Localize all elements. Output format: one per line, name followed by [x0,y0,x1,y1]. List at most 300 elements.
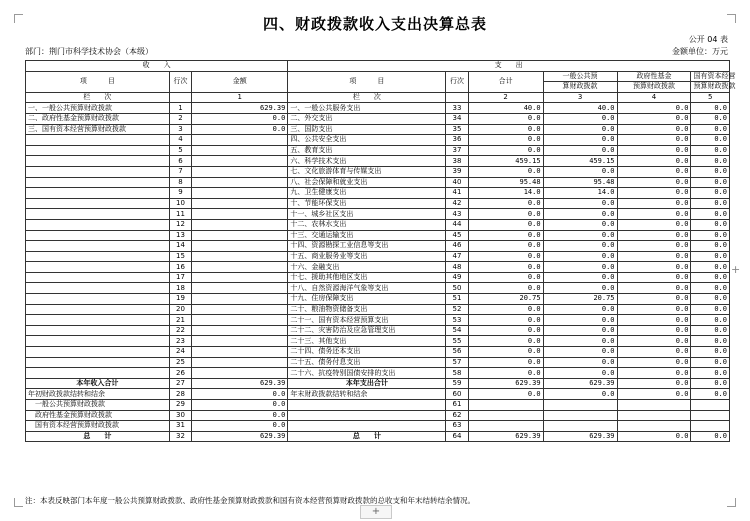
state-capital-amount: 0.0 [691,135,730,146]
expense-total: 459.15 [468,156,543,167]
table-row [26,177,730,188]
income-line: 28 [169,389,191,400]
expense-line: 43 [446,209,468,220]
state-capital-amount: 0.0 [691,357,730,368]
state-capital-amount: 0.0 [691,198,730,209]
general-public-amount: 0.0 [543,198,617,209]
general-public-amount: 0.0 [543,219,617,230]
income-item [26,177,170,188]
gov-fund-amount: 0.0 [617,145,691,156]
income-item [26,241,170,252]
income-amount [192,304,288,315]
expense-item: 十四、资源勘探工业信息等支出 [288,241,446,252]
table-row [26,336,730,347]
income-item: 国有资本经营预算财政拨款 [26,421,170,432]
income-item [26,262,170,273]
expense-total: 0.0 [468,304,543,315]
income-line: 4 [169,135,191,146]
income-amount [192,283,288,294]
expense-total: 0.0 [468,347,543,358]
general-public-amount: 629.39 [543,378,617,389]
expense-line: 34 [446,113,468,124]
expense-line: 45 [446,230,468,241]
income-item [26,145,170,156]
income-amount [192,325,288,336]
general-public-amount: 459.15 [543,156,617,167]
table-row [26,219,730,230]
general-public-amount: 0.0 [543,347,617,358]
income-sum-label: 本年收入合计 [26,378,170,389]
gov-fund-header-2: 预算财政拨款 [617,82,691,93]
income-amount [192,188,288,199]
expense-item: 十、节能环保支出 [288,198,446,209]
footnote: 注：本表反映部门本年度一般公共预算财政拨款、政府性基金预算财政拨款和国有资本经营预算财政拨款的总收支和年末结转结余情况。 [25,496,475,505]
expense-line: 55 [446,336,468,347]
income-item [26,283,170,294]
income-amount: 0.0 [192,400,288,411]
gov-fund-amount: 0.0 [617,294,691,305]
expense-item: 四、公共安全支出 [288,135,446,146]
expense-line: 48 [446,262,468,273]
income-item [26,315,170,326]
state-capital-amount: 0.0 [691,166,730,177]
income-item: 二、政府性基金预算财政拨款 [26,113,170,124]
gov-fund-amount: 0.0 [617,103,691,114]
gov-fund-amount: 0.0 [617,188,691,199]
expense-line: 64 [446,431,468,442]
expense-item: 二十一、国有资本经营预算支出 [288,315,446,326]
expense-item: 二十六、抗疫特别国债安排的支出 [288,368,446,379]
income-item: 政府性基金预算财政拨款 [26,410,170,421]
gov-fund-amount: 0.0 [617,135,691,146]
state-capital-header-1: 国有资本经营 [691,71,730,82]
income-line: 8 [169,177,191,188]
state-capital-amount [691,421,730,432]
general-public-amount: 0.0 [543,262,617,273]
income-amount [192,336,288,347]
expense-item: 二十三、其他支出 [288,336,446,347]
expense-item [288,410,446,421]
income-item [26,209,170,220]
general-public-amount: 0.0 [543,325,617,336]
expense-total: 0.0 [468,166,543,177]
income-item: 年初财政拨款结转和结余 [26,389,170,400]
income-line: 2 [169,113,191,124]
table-row [26,325,730,336]
general-public-amount: 0.0 [543,368,617,379]
income-item [26,251,170,262]
table-row [26,209,730,220]
state-capital-amount: 0.0 [691,241,730,252]
expense-line: 47 [446,251,468,262]
income-amount: 629.39 [192,431,288,442]
state-capital-amount: 0.0 [691,378,730,389]
income-amount-header: 金额 [192,71,288,92]
state-capital-amount: 0.0 [691,251,730,262]
income-item [26,368,170,379]
expense-line: 42 [446,198,468,209]
income-header: 收 入 [26,61,288,72]
gov-fund-amount: 0.0 [617,336,691,347]
gov-fund-amount: 0.0 [617,198,691,209]
expense-item-header: 项 目 [288,71,446,92]
general-public-amount [543,410,617,421]
income-line: 31 [169,421,191,432]
gov-fund-amount: 0.0 [617,304,691,315]
col-number-3: 3 [543,92,617,103]
expense-item: 二十二、灾害防治及应急管理支出 [288,325,446,336]
income-amount [192,357,288,368]
expense-total: 0.0 [468,124,543,135]
income-amount [192,219,288,230]
state-capital-amount: 0.0 [691,145,730,156]
income-item-header: 项 目 [26,71,170,92]
income-line: 25 [169,357,191,368]
gov-fund-amount: 0.0 [617,378,691,389]
income-item [26,188,170,199]
state-capital-amount: 0.0 [691,188,730,199]
general-public-amount: 0.0 [543,315,617,326]
income-line: 13 [169,230,191,241]
expense-total: 0.0 [468,209,543,220]
expense-item: 二十五、债务付息支出 [288,357,446,368]
carry-row [26,389,730,400]
expense-item: 九、卫生健康支出 [288,188,446,199]
table-row [26,272,730,283]
income-amount: 0.0 [192,410,288,421]
table-row [26,294,730,305]
income-amount: 0.0 [192,113,288,124]
expense-total: 14.0 [468,188,543,199]
income-line: 5 [169,145,191,156]
expense-line: 60 [446,389,468,400]
state-capital-amount: 0.0 [691,431,730,442]
general-public-amount: 0.0 [543,230,617,241]
gov-fund-amount: 0.0 [617,272,691,283]
general-public-amount: 0.0 [543,357,617,368]
gov-fund-amount: 0.0 [617,230,691,241]
general-public-amount: 0.0 [543,283,617,294]
income-item [26,198,170,209]
income-item [26,166,170,177]
state-capital-amount: 0.0 [691,156,730,167]
income-item: 一、一般公共预算财政拨款 [26,103,170,114]
expense-total [468,421,543,432]
expense-total: 0.0 [468,357,543,368]
expense-line: 36 [446,135,468,146]
expense-line: 51 [446,294,468,305]
income-line: 17 [169,272,191,283]
expense-item: 十七、援助其他地区支出 [288,272,446,283]
form-code: 公开 04 表 [688,35,728,44]
expense-item: 十二、农林水支出 [288,219,446,230]
income-line: 12 [169,219,191,230]
expense-total: 0.0 [468,113,543,124]
state-capital-amount: 0.0 [691,315,730,326]
gov-fund-amount: 0.0 [617,166,691,177]
general-public-amount: 0.0 [543,135,617,146]
expense-line: 44 [446,219,468,230]
page-title: 四、财政拨款收入支出决算总表 [262,15,487,33]
income-line: 22 [169,325,191,336]
income-amount [192,230,288,241]
income-line: 15 [169,251,191,262]
state-capital-amount: 0.0 [691,368,730,379]
expense-line: 35 [446,124,468,135]
grand-total-row [26,431,730,442]
state-capital-amount: 0.0 [691,294,730,305]
expense-sum-label: 本年支出合计 [288,378,446,389]
general-public-amount [543,400,617,411]
gov-fund-amount: 0.0 [617,315,691,326]
expense-item: 五、教育支出 [288,145,446,156]
col-number-1: 1 [192,92,288,103]
income-amount: 0.0 [192,124,288,135]
gov-fund-amount: 0.0 [617,431,691,442]
general-public-amount: 0.0 [543,336,617,347]
income-line: 7 [169,166,191,177]
expense-total: 0.0 [468,251,543,262]
income-amount: 629.39 [192,378,288,389]
expense-total: 0.0 [468,272,543,283]
expense-line: 50 [446,283,468,294]
expense-total [468,400,543,411]
table-row [26,357,730,368]
income-amount [192,251,288,262]
table-row [26,304,730,315]
expense-line: 61 [446,400,468,411]
state-capital-amount: 0.0 [691,304,730,315]
expense-total: 0.0 [468,219,543,230]
general-public-amount [543,421,617,432]
income-amount [192,294,288,305]
income-line: 1 [169,103,191,114]
general-public-amount: 14.0 [543,188,617,199]
state-capital-amount: 0.0 [691,124,730,135]
income-line: 16 [169,262,191,273]
expense-line: 49 [446,272,468,283]
expense-item [288,421,446,432]
expense-line: 52 [446,304,468,315]
table-row [26,368,730,379]
table-row [26,230,730,241]
expense-item: 十八、自然资源海洋气象等支出 [288,283,446,294]
total-header: 合计 [468,71,543,92]
expense-item: 八、社会保障和就业支出 [288,177,446,188]
expense-total: 20.75 [468,294,543,305]
expense-line: 57 [446,357,468,368]
income-line: 21 [169,315,191,326]
gov-fund-amount: 0.0 [617,325,691,336]
table-row [26,145,730,156]
state-capital-amount: 0.0 [691,389,730,400]
gov-fund-amount: 0.0 [617,251,691,262]
expense-line: 37 [446,145,468,156]
expense-item: 十九、住房保障支出 [288,294,446,305]
state-capital-amount: 0.0 [691,272,730,283]
income-line-header: 行次 [169,71,191,92]
income-line: 3 [169,124,191,135]
income-item [26,347,170,358]
table-row [26,113,730,124]
gov-fund-amount [617,410,691,421]
expense-line: 59 [446,378,468,389]
general-public-amount: 0.0 [543,241,617,252]
income-item [26,357,170,368]
expense-total: 0.0 [468,315,543,326]
expense-item: 十六、金融支出 [288,262,446,273]
income-item [26,156,170,167]
state-capital-amount: 0.0 [691,262,730,273]
expense-total: 95.48 [468,177,543,188]
general-public-amount: 0.0 [543,272,617,283]
expense-total: 0.0 [468,389,543,400]
income-line: 14 [169,241,191,252]
income-line: 11 [169,209,191,220]
income-amount: 0.0 [192,421,288,432]
carry-row [26,410,730,421]
expense-line: 39 [446,166,468,177]
income-amount: 0.0 [192,389,288,400]
general-public-amount: 0.0 [543,251,617,262]
table-row [26,262,730,273]
table-row [26,124,730,135]
state-capital-amount: 0.0 [691,103,730,114]
income-amount [192,241,288,252]
state-capital-amount: 0.0 [691,209,730,220]
state-capital-amount [691,400,730,411]
unit-label: 金额单位：万元 [672,47,728,56]
income-amount [192,198,288,209]
income-col-label: 栏 次 [26,92,170,103]
col-number-5: 5 [691,92,730,103]
expense-total: 0.0 [468,368,543,379]
table-row [26,198,730,209]
general-public-amount: 0.0 [543,304,617,315]
expense-item: 七、文化旅游体育与传媒支出 [288,166,446,177]
gov-fund-amount: 0.0 [617,156,691,167]
income-amount [192,145,288,156]
expense-line: 56 [446,347,468,358]
income-amount [192,156,288,167]
expense-total: 0.0 [468,135,543,146]
income-line: 20 [169,304,191,315]
expense-total: 629.39 [468,378,543,389]
income-amount [192,262,288,273]
expense-total [468,410,543,421]
income-item [26,219,170,230]
income-line: 24 [169,347,191,358]
income-amount [192,315,288,326]
gov-fund-amount: 0.0 [617,368,691,379]
income-item [26,304,170,315]
expense-line-header: 行次 [446,71,468,92]
expense-item: 十一、城乡社区支出 [288,209,446,220]
general-public-amount: 0.0 [543,145,617,156]
table-row [26,103,730,114]
state-capital-amount: 0.0 [691,347,730,358]
general-public-amount: 0.0 [543,124,617,135]
expense-item: 十五、商业服务业等支出 [288,251,446,262]
expense-line: 62 [446,410,468,421]
income-item [26,336,170,347]
general-public-header-2: 算财政拨款 [543,82,617,93]
expense-line: 53 [446,315,468,326]
table-row [26,315,730,326]
expense-line: 38 [446,156,468,167]
expense-total: 0.0 [468,198,543,209]
expense-item: 六、科学技术支出 [288,156,446,167]
expense-line: 40 [446,177,468,188]
expense-total: 0.0 [468,336,543,347]
expense-line: 33 [446,103,468,114]
income-amount [192,135,288,146]
expense-total: 0.0 [468,325,543,336]
expense-header: 支 出 [288,61,730,72]
expense-total: 0.0 [468,283,543,294]
expense-line: 54 [446,325,468,336]
income-line: 9 [169,188,191,199]
table-row [26,283,730,294]
state-capital-amount [691,410,730,421]
department-label: 部门：荆门市科学技术协会（本级） [25,47,153,56]
gov-fund-amount: 0.0 [617,357,691,368]
income-amount [192,209,288,220]
income-amount [192,347,288,358]
expense-item [288,400,446,411]
income-line: 23 [169,336,191,347]
income-item: 一般公共预算财政拨款 [26,400,170,411]
gov-fund-amount [617,421,691,432]
income-line: 18 [169,283,191,294]
add-row-button[interactable]: + [360,505,392,519]
add-column-button[interactable]: + [731,263,741,276]
expense-item: 二十、粮油物资储备支出 [288,304,446,315]
carry-row [26,400,730,411]
income-line: 30 [169,410,191,421]
expense-sum-label: 总 计 [288,431,446,442]
table-row [26,347,730,358]
income-item: 三、国有资本经营预算财政拨款 [26,124,170,135]
expense-total: 0.0 [468,145,543,156]
state-capital-header-2: 预算财政拨款 [691,82,730,93]
col-number-2: 2 [468,92,543,103]
general-public-amount: 95.48 [543,177,617,188]
general-public-amount: 0.0 [543,166,617,177]
general-public-header-1: 一般公共预 [543,71,617,82]
expense-total: 629.39 [468,431,543,442]
general-public-amount: 20.75 [543,294,617,305]
gov-fund-amount: 0.0 [617,262,691,273]
gov-fund-amount: 0.0 [617,219,691,230]
income-line: 27 [169,378,191,389]
gov-fund-header-1: 政府性基金 [617,71,691,82]
table-row [26,241,730,252]
table-row [26,188,730,199]
state-capital-amount: 0.0 [691,113,730,124]
expense-total: 40.0 [468,103,543,114]
income-item [26,294,170,305]
income-sum-label: 总 计 [26,431,170,442]
income-line: 26 [169,368,191,379]
income-item [26,325,170,336]
income-line: 19 [169,294,191,305]
gov-fund-amount: 0.0 [617,209,691,220]
expense-item: 年末财政拨款结转和结余 [288,389,446,400]
expense-total: 0.0 [468,230,543,241]
gov-fund-amount: 0.0 [617,241,691,252]
income-line: 6 [169,156,191,167]
